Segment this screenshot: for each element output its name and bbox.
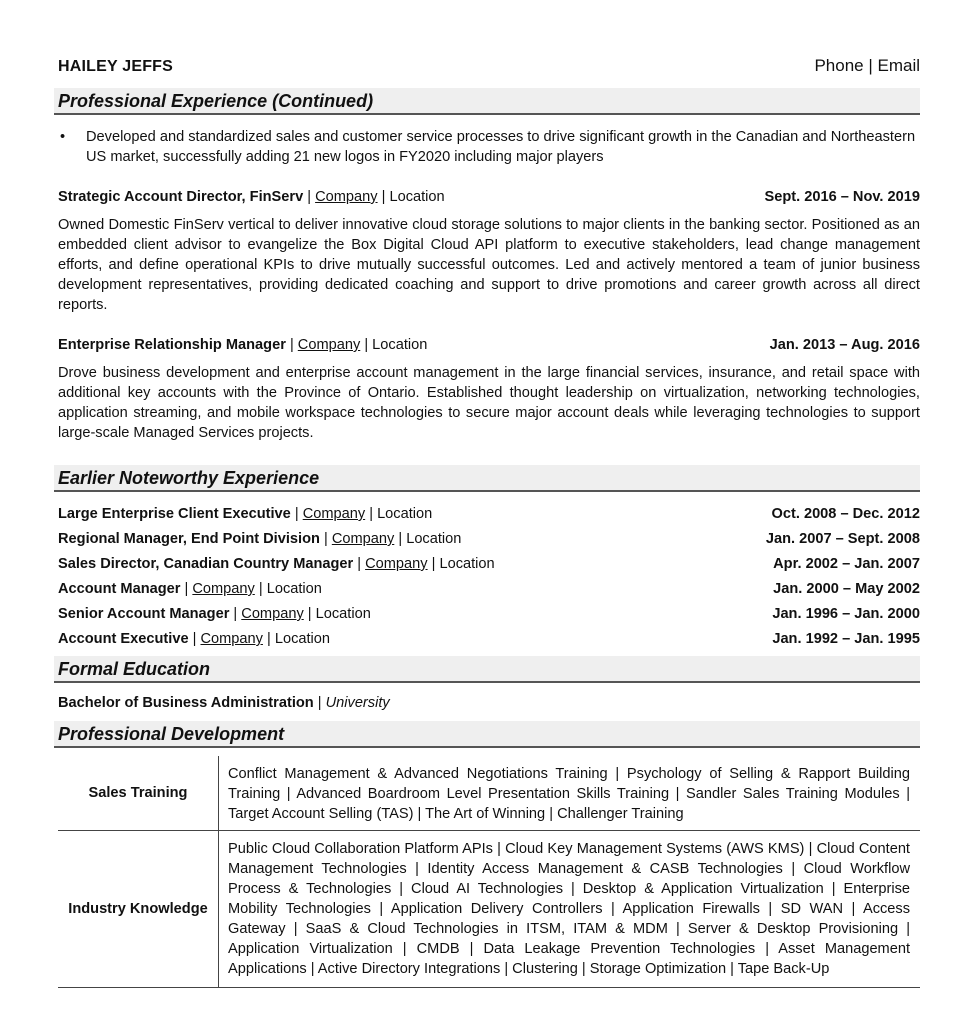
- section-heading-education: Formal Education: [54, 656, 920, 683]
- job-header-strategic-account-director: [58, 187, 920, 207]
- earlier-experience-list: [58, 502, 920, 652]
- company-link[interactable]: Company: [365, 556, 428, 572]
- company-link[interactable]: Company: [315, 189, 378, 205]
- job-location: Location: [389, 189, 445, 205]
- resume-page: [58, 56, 920, 988]
- list-item: [58, 527, 920, 552]
- separator: |: [394, 531, 407, 547]
- table-row: [58, 756, 920, 831]
- separator: |: [254, 581, 267, 597]
- separator: |: [229, 606, 242, 622]
- company-link[interactable]: Company: [297, 337, 361, 353]
- job-title: Account Manager: [58, 581, 181, 597]
- job-description: Drove business development and enterprise account management in the large financial services, insurance, and retail space with additional key accounts with the Province of Ontario. Established thought leadership on virtualization, networking technologies, application streaming, and mobile workspace technologies to secure major account deals while leveraging technologies to support large-scale Managed Services projects.: [58, 365, 920, 441]
- list-item: [58, 602, 920, 627]
- separator: |: [427, 556, 440, 572]
- job-dates: Jan. 2007 – Sept. 2008: [765, 531, 920, 547]
- separator: |: [188, 631, 201, 647]
- separator: |: [303, 606, 316, 622]
- separator: |: [285, 337, 298, 353]
- job-dates: Jan. 1996 – Jan. 2000: [772, 606, 920, 622]
- job-dates: Jan. 2013 – Aug. 2016: [769, 337, 920, 353]
- list-item: [58, 127, 920, 167]
- separator: |: [365, 506, 378, 522]
- row-content: Public Cloud Collaboration Platform APIs | Cloud Key Management Systems (AWS KMS) | Cloud Content Management Technologies | Identity Access Management & CASB Technologies | Cloud Workflow Process & Technologies | Cloud AI Technologies | Desktop & Application Virtualization | Enterprise Mobility Technologies | Application Delivery Controllers | Application Firewalls | SD WAN | Access Gateway | SaaS & Cloud Technologies in ITSM, ITAM & MDM | Server & Desktop Provisioning | Application Virtualization | CMDB | Data Leakage Prevention Technologies | Asset Management Applications | Active Directory Integrations | Clustering | Storage Optimization | Tape Back-Up: [219, 831, 921, 988]
- job-location: Location: [377, 506, 433, 522]
- separator: |: [353, 556, 366, 572]
- job-dates: Sept. 2016 – Nov. 2019: [764, 189, 920, 205]
- achievement-list: [58, 127, 920, 167]
- job-dates: Jan. 1992 – Jan. 1995: [772, 631, 920, 647]
- job-location: Location: [439, 556, 495, 572]
- company-link[interactable]: Company: [241, 606, 304, 622]
- job-heading: [58, 602, 371, 627]
- job-heading: [58, 502, 432, 527]
- job-heading: [58, 577, 322, 602]
- company-link[interactable]: Company: [331, 531, 395, 547]
- education-entry: [58, 693, 920, 713]
- job-heading: [58, 527, 461, 552]
- job-title: Large Enterprise Client Executive: [58, 506, 291, 522]
- separator: |: [303, 189, 316, 205]
- list-item: [58, 552, 920, 577]
- company-link[interactable]: Company: [302, 506, 366, 522]
- section-heading-professional-development: Professional Development: [54, 721, 920, 748]
- job-title: Sales Director, Canadian Country Manager: [58, 556, 354, 572]
- list-item: [58, 577, 920, 602]
- separator: |: [290, 506, 303, 522]
- job-title: Regional Manager, End Point Division: [58, 531, 320, 547]
- achievement-text: Developed and standardized sales and customer service processes to drive significant growth in the Canadian and Northeastern US market, successfully adding 21 new logos in FY2020 including major players: [86, 129, 916, 165]
- job-location: Location: [372, 337, 428, 353]
- degree: Bachelor of Business Administration: [58, 695, 314, 711]
- job-location: Location: [274, 631, 331, 647]
- section-heading-earlier-experience: Earlier Noteworthy Experience: [54, 465, 920, 492]
- list-item: [58, 502, 920, 527]
- resume-header: [58, 56, 920, 80]
- separator: |: [377, 189, 390, 205]
- job-title: Account Executive: [58, 631, 189, 647]
- job-title: Senior Account Manager: [58, 606, 230, 622]
- separator: |: [313, 695, 326, 711]
- job-heading: [58, 627, 330, 652]
- list-item: [58, 627, 920, 652]
- job-dates: Jan. 2000 – May 2002: [773, 581, 920, 597]
- job-dates: Apr. 2002 – Jan. 2007: [773, 556, 920, 572]
- row-content: Conflict Management & Advanced Negotiations Training | Psychology of Selling & Rapport Building Training | Advanced Boardroom Level Presentation Skills Training | Sandler Sales Training Modules | Target Account Selling (TAS) | The Art of Winning | Challenger Training: [219, 756, 921, 831]
- section-heading-professional-experience: Professional Experience (Continued): [54, 88, 920, 115]
- separator: |: [360, 337, 373, 353]
- separator: |: [319, 531, 332, 547]
- contact-info: Phone | Email: [814, 56, 920, 75]
- job-dates: Oct. 2008 – Dec. 2012: [771, 506, 920, 522]
- job-heading: [58, 552, 495, 577]
- bullet-icon: •: [60, 129, 66, 145]
- job-location: Location: [406, 531, 462, 547]
- job-title: Strategic Account Director, FinServ: [58, 189, 304, 205]
- separator: |: [262, 631, 275, 647]
- job-description: Owned Domestic FinServ vertical to deliver innovative cloud storage solutions to major clients in the banking sector. Positioned as an embedded client advisor to evangelize the Box Digital Cloud API platform to executive stakeholders, lead change management efforts, and define operational KPIs to drive mutually successful outcomes. Led and actively mentored a team of junior business development representatives, providing dedicated coaching and support to drive promotions and career growth across all direct reports.: [58, 217, 920, 313]
- company-link[interactable]: Company: [200, 631, 263, 647]
- job-location: Location: [315, 606, 371, 622]
- candidate-name: HAILEY JEFFS: [58, 58, 174, 75]
- school: University: [325, 695, 390, 711]
- row-label: Industry Knowledge: [58, 831, 219, 988]
- job-title: Enterprise Relationship Manager: [58, 337, 286, 353]
- job-header-enterprise-relationship-manager: [58, 335, 920, 355]
- job-heading: [58, 187, 445, 207]
- separator: |: [180, 581, 193, 597]
- row-label: Sales Training: [58, 756, 219, 831]
- job-location: Location: [266, 581, 322, 597]
- development-table: [58, 756, 920, 988]
- job-heading: [58, 335, 427, 355]
- table-row: [58, 831, 920, 988]
- company-link[interactable]: Company: [192, 581, 255, 597]
